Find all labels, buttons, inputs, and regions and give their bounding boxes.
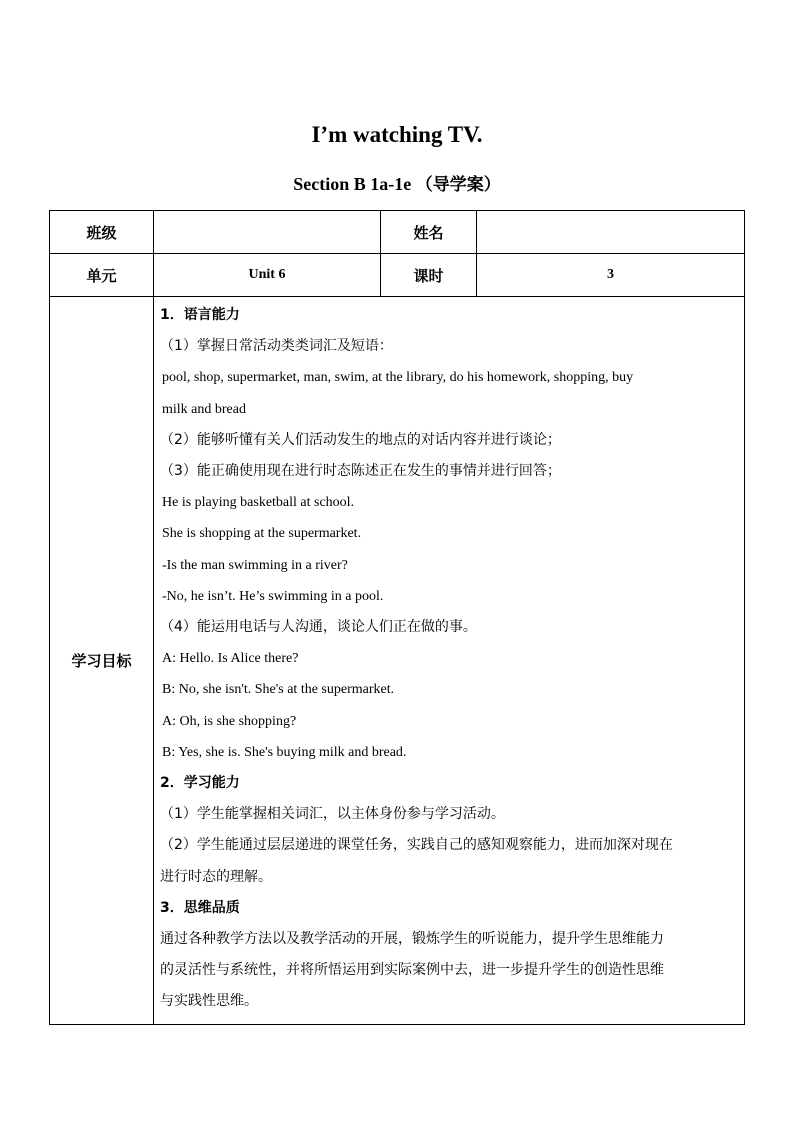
class-label: 班级 [50,211,154,254]
goal-line: （2）学生能通过层层递进的课堂任务，实践自己的感知观察能力，进而加深对现在 [160,837,673,854]
goal-line: （1）学生能掌握相关词汇，以主体身份参与学习活动。 [160,806,505,823]
unit-label: 单元 [50,254,154,297]
goal-line: milk and bread [162,401,246,417]
goals-content [154,297,745,1025]
period-label: 课时 [381,254,477,297]
goal-line: He is playing basketball at school. [162,495,355,511]
goal-line: 的灵活性与系统性，并将所悟运用到实际案例中去，进一步提升学生的创造性思维 [160,962,664,979]
goal-line: 与实践性思维。 [160,993,258,1010]
section-label: Section B 1a-1e [293,174,412,194]
goal-line: A: Oh, is she shopping? [162,713,297,729]
lesson-subtitle [0,170,794,195]
table-row [50,297,745,1025]
class-field[interactable] [154,211,381,254]
goal-line: She is shopping at the supermarket. [162,526,362,542]
lesson-title: I’m watching TV. [311,122,483,147]
goal-line: -Is the man swimming in a river? [162,557,348,573]
goal-heading-learning: 2．学习能力 [160,775,240,792]
goal-line: （2）能够听懂有关人们活动发生的地点的对话内容并进行谈论； [160,431,561,448]
goal-line: -No, he isn’t. He’s swimming in a pool. [162,588,384,604]
table-row [50,211,745,254]
goal-line: B: Yes, she is. She's buying milk and bread. [162,744,407,760]
goal-line: 通过各种教学方法以及教学活动的开展，锻炼学生的听说能力，提升学生思维能力 [160,931,664,948]
goal-heading-thinking: 3．思维品质 [160,899,240,916]
unit-value: Unit 6 [154,254,381,297]
goal-line: A: Hello. Is Alice there? [162,651,299,667]
goal-line: （4）能运用电话与人沟通，谈论人们正在做的事。 [160,619,477,636]
goal-line: 进行时态的理解。 [160,868,272,885]
lesson-info-table [49,210,745,1025]
name-label: 姓名 [381,211,477,254]
goal-line: B: No, she isn't. She's at the supermarket. [162,682,395,698]
name-field[interactable] [477,211,745,254]
goal-heading-language: 1．语言能力 [160,307,240,323]
goals-label: 学习目标 [50,297,154,1025]
section-type-label: （导学案） [415,175,501,195]
period-value: 3 [477,254,745,297]
goal-line: pool, shop, supermarket, man, swim, at the library, do his homework, shopping, buy [162,370,634,386]
table-row [50,254,745,297]
goal-line: （1）掌握日常活动类类词汇及短语： [160,338,393,355]
goal-line: （3）能正确使用现在进行时态陈述正在发生的事情并进行回答； [160,463,561,480]
